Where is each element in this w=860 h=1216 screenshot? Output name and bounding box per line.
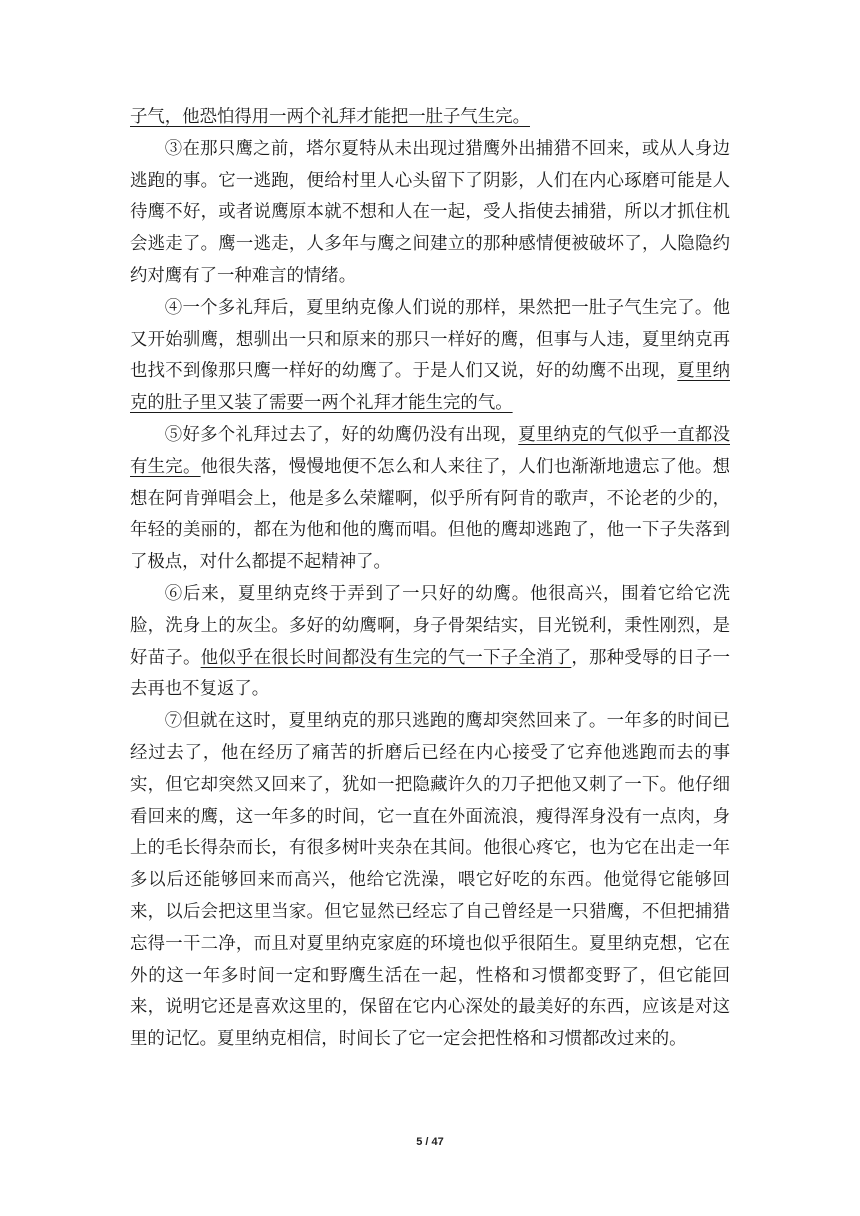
paragraph-p-cont (130, 102, 730, 134)
underlined-sentence: 他似乎在很长时间都没有生完的气一下子全消了 (200, 647, 572, 668)
text-segment: 他很失落，慢慢地便不怎么和人来往了，人们也渐渐地遗忘了他。想想在阿肯弹唱会上，他是多么荣耀啊，似乎所有阿肯的歌声，不论老的少的，年轻的美丽的，都在为他和他的鹰而唱。但他的鹰却逃跑了，他一下子失落到了极点，对什么都提不起精神了。 (130, 456, 730, 573)
text-segment: ，那种受辱的日子一去再也不复返了。 (130, 647, 730, 700)
underlined-sentence: 夏里纳克的肚子里又装了需要一两个礼拜才能生完的气。 (130, 361, 730, 414)
paragraph-p4 (130, 293, 730, 420)
page-number: 5 / 47 (416, 1136, 444, 1148)
paragraph-p3 (130, 134, 730, 293)
paragraph-p6 (130, 579, 730, 706)
text-segment: ③在那只鹰之前，塔尔夏特从未出现过猎鹰外出捕猎不回来，或从人身边逃跑的事。它一逃跑，便给村里人心头留下了阴影，人们在内心琢磨可能是人待鹰不好，或者说鹰原本就不想和人在一起，受人指使去捕猎，所以才抓住机会逃走了。鹰一逃走，人多年与鹰之间建立的那种感情便被破坏了，人隐隐约约对鹰有了一种难言的情绪。 (130, 138, 730, 286)
document-body (130, 102, 730, 1056)
paragraph-p5 (130, 420, 730, 579)
underlined-sentence: 子气，他恐怕得用一两个礼拜才能把一肚子气生完。 (130, 107, 530, 127)
underlined-sentence: 夏里纳克的气似乎一直都没有生完。 (130, 424, 730, 477)
paragraph-p7 (130, 706, 730, 1056)
text-segment: ⑥后来，夏里纳克终于弄到了一只好的幼鹰。他很高兴，围着它给它洗脸，洗身上的灰尘。多好的幼鹰啊，身子骨架结实，目光锐利，秉性刚烈，是好苗子。 (130, 583, 730, 668)
text-segment: ④一个多礼拜后，夏里纳克像人们说的那样，果然把一肚子气生完了。他又开始驯鹰，想驯出一只和原来的那只一样好的鹰，但事与人违，夏里纳克再也找不到像那只鹰一样好的幼鹰了。于是人们又说，好的幼鹰不出现， (130, 297, 730, 382)
text-segment: ⑤好多个礼拜过去了，好的幼鹰仍没有出现， (164, 424, 519, 445)
text-segment: ⑦但就在这时，夏里纳克的那只逃跑的鹰却突然回来了。一年多的时间已经过去了，他在经历了痛苦的折磨后已经在内心接受了它弃他逃跑而去的事实，但它却突然又回来了，犹如一把隐藏许久的刀子把他又刺了一下。他仔细看回来的鹰，这一年多的时间，它一直在外面流浪，瘦得浑身没有一点肉，身上的毛长得杂而长，有很多树叶夹杂在其间。他很心疼它，也为它在出走一年多以后还能够回来而高兴，他给它洗澡，喂它好吃的东西。他觉得它能够回来，以后会把这里当家。但它显然已经忘了自己曾经是一只猎鹰，不但把捕猎忘得一干二净，而且对夏里纳克家庭的环境也似乎很陌生。夏里纳克想，它在外的这一年多时间一定和野鹰生活在一起，性格和习惯都变野了，但它能回来，说明它还是喜欢这里的，保留在它内心深处的最美好的东西，应该是对这里的记忆。夏里纳克相信，时间长了它一定会把性格和习惯都改过来的。 (130, 711, 730, 1050)
